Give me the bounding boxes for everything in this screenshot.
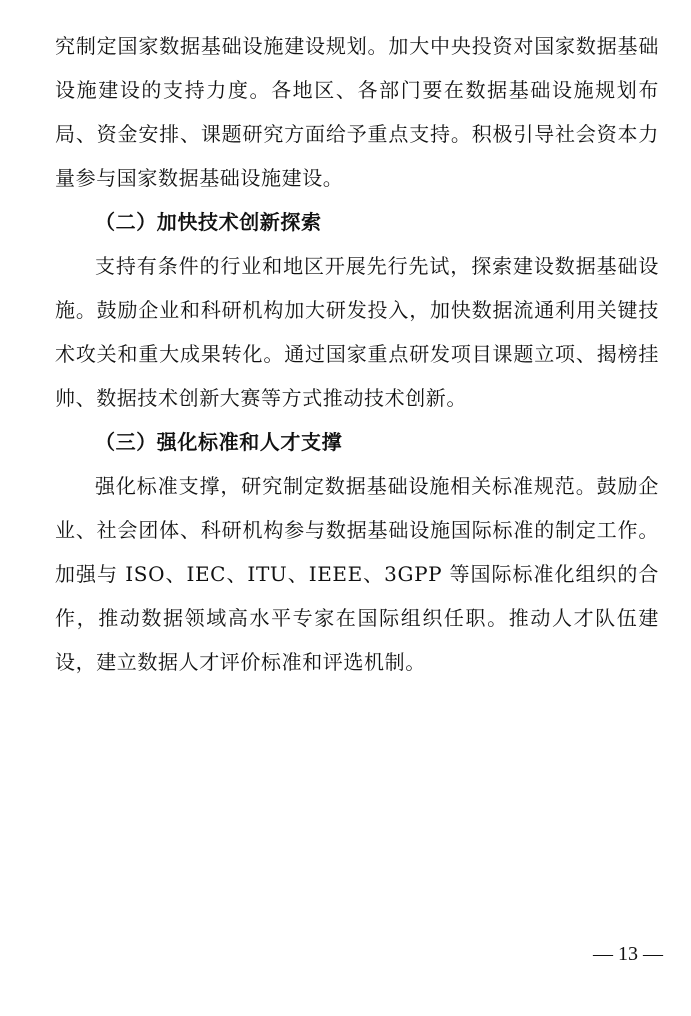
document-body xyxy=(55,24,659,684)
section-heading-2: （二）加快技术创新探索 xyxy=(95,210,322,234)
page-number: — 13 — xyxy=(593,943,663,965)
paragraph-tech-innovation: 支持有条件的行业和地区开展先行先试，探索建设数据基础设施。鼓励企业和科研机构加大研发投入，加快数据流通利用关键技术攻关和重大成果转化。通过国家重点研发项目课题立项、揭榜挂帅、数据技术创新大赛等方式推动技术创新。 xyxy=(55,254,659,410)
paragraph-standards-talent: 强化标准支撑，研究制定数据基础设施相关标准规范。鼓励企业、社会团体、科研机构参与数据基础设施国际标准的制定工作。加强与 ISO、IEC、ITU、IEEE、3GPP 等国际标准化组织的合作，推动数据领域高水平专家在国际组织任职。推动人才队伍建设，建立数据人才评价标准和评选机制。 xyxy=(55,474,659,674)
section-heading-3: （三）强化标准和人才支撑 xyxy=(95,430,343,454)
paragraph-continued: 究制定国家数据基础设施建设规划。加大中央投资对国家数据基础设施建设的支持力度。各地区、各部门要在数据基础设施规划布局、资金安排、课题研究方面给予重点支持。积极引导社会资本力量参与国家数据基础设施建设。 xyxy=(55,34,659,190)
